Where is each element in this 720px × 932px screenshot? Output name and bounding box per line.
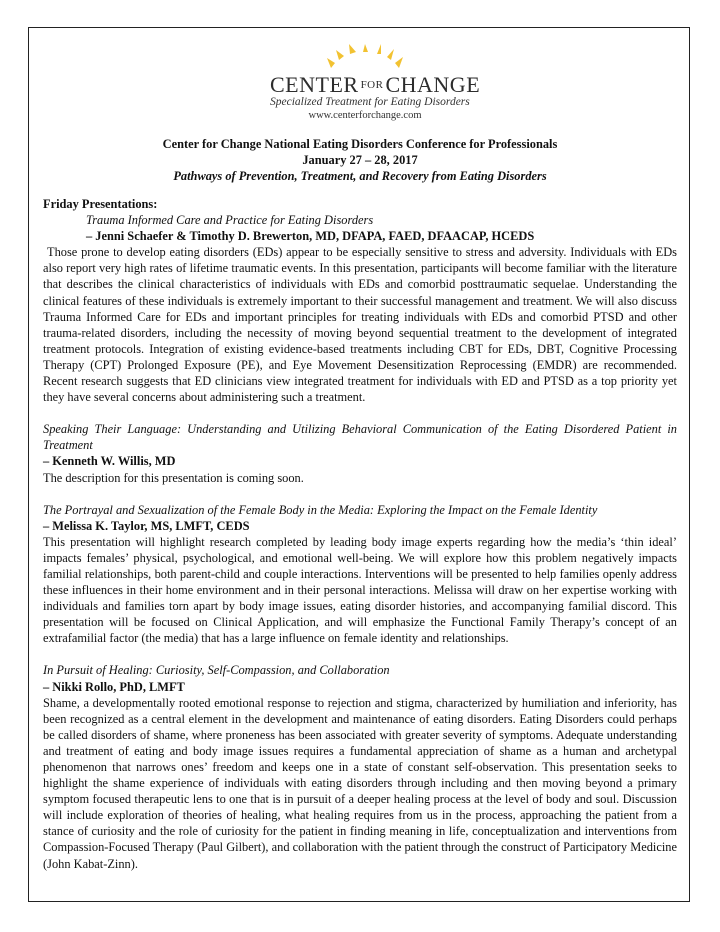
session-presenter: – Melissa K. Taylor, MS, LMFT, CEDS (43, 518, 250, 533)
presentations-section (43, 196, 677, 872)
conference-title: Center for Change National Eating Disorders Conference for Professionals (162, 137, 558, 151)
day-heading: Friday Presentations: (43, 197, 158, 211)
logo-wordmark: CENTER FORCHANGE (270, 72, 481, 97)
conference-theme: Pathways of Prevention, Treatment, and Recovery from Eating Disorders (173, 169, 547, 183)
session-item (43, 502, 677, 647)
center-for-change-logo (270, 44, 481, 122)
logo-url: www.centerforchange.com (308, 110, 422, 121)
session-description: This presentation will highlight research completed by leading body image experts regarding how the media’s ‘thin ideal’ impacts females’ physical, psychological, and emotional well-being. We will explore how this problem negatively impacts familial relationships, both parent-child and couple interactions. Interventions will be presented to help families openly address these influences in their home environment and in their personal interactions. Melissa will draw on her expertise working with individuals and families torn apart by body image issues, eating disorder histories, and accompanying familial discord. This presentation will be focused on Clinical Application, and will emphasize the Functional Family Therapy’s concept of an extrafamilial factor (the media) that has a large influence on female identity and relationships. (43, 534, 677, 646)
session-item (43, 212, 677, 405)
session-description: Those prone to develop eating disorders (EDs) appear to be especially sensitive to stress and adversity. Individuals with EDs also report very high rates of lifetime traumatic events. In this presentation, participants will become familiar with the literature that describes the clinical characteristics of individuals with EDs and comorbid posttraumatic sequelae. Understanding the clinical features of these individuals is extremely important to their successful management and treatment. We will also discuss Trauma Informed Care for EDs and important principles for treating individuals with EDs and comorbid PTSD and other trauma-related disorders, including the necessity of moving beyond sequential treatment to the development of integrated treatment protocols. Integration of existing evidence-based treatments including CBT for EDs, DBT, Cognitive Processing Therapy (CPT) Prolonged Exposure (PE), and Eye Movement Desensitization Reprocessing (EMDR) are recommended. Recent research suggests that ED clinicians view integrated treatment for individuals with ED and PTSD as a top priority yet they have several concerns about administering such a treatment. (43, 245, 677, 405)
session-presenter: – Kenneth W. Willis, MD (43, 454, 176, 469)
session-title: The Portrayal and Sexualization of the Female Body in the Media: Exploring the Impact on the Female Identity (43, 502, 598, 517)
session-item (43, 421, 677, 485)
session-item (43, 662, 677, 871)
logo-tagline: Specialized Treatment for Eating Disorders (270, 96, 470, 108)
session-description: The description for this presentation is coming soon. (43, 470, 304, 485)
sun-rays-icon (325, 44, 405, 70)
session-presenter: – Jenni Schaefer & Timothy D. Brewerton, MD, DFAPA, FAED, DFAACAP, HCEDS (86, 229, 535, 244)
session-presenter: – Nikki Rollo, PhD, LMFT (43, 679, 185, 694)
session-title: In Pursuit of Healing: Curiosity, Self-Compassion, and Collaboration (43, 663, 390, 678)
session-title: Speaking Their Language: Understanding and Utilizing Behavioral Communication of the Eating Disordered Patient in Treatment (43, 422, 677, 453)
session-title: Trauma Informed Care and Practice for Eating Disorders (86, 213, 374, 228)
conference-dates: January 27 – 28, 2017 (302, 153, 418, 167)
session-description: Shame, a developmentally rooted emotional response to rejection and stigma, characterized by humiliation and inferiority, has been recognized as a central element in the development and maintenance of eating disorders. Eating Disorders could perhaps be called disorders of shame, where proneness has been associated with greater severity of symptoms. Adequate understanding and treatment of eating and body image issues requires a fundamental appreciation of shame as a human and archetypal phenomenon that narrows ones’ freedom and keeps one in a state of constant self-observation. This presentation seeks to highlight the shame experience of individuals with eating disorders through including and then moving beyond a primary symptom focused therapeutic lens to one that is in pursuit of a deeper healing process at the level of body and soul. Discussion will include exploration of theories of healing, what healing requires from us in the process, approaching the patient from a stance of curiosity and the role of curiosity for the patient in finding meaning in life, conceptualization and interventions from Compassion-Focused Therapy (Paul Gilbert), and collaboration with the patient through the construct of Participatory Medicine (John Kabat-Zinn). (43, 695, 677, 871)
conference-header (40, 136, 680, 184)
